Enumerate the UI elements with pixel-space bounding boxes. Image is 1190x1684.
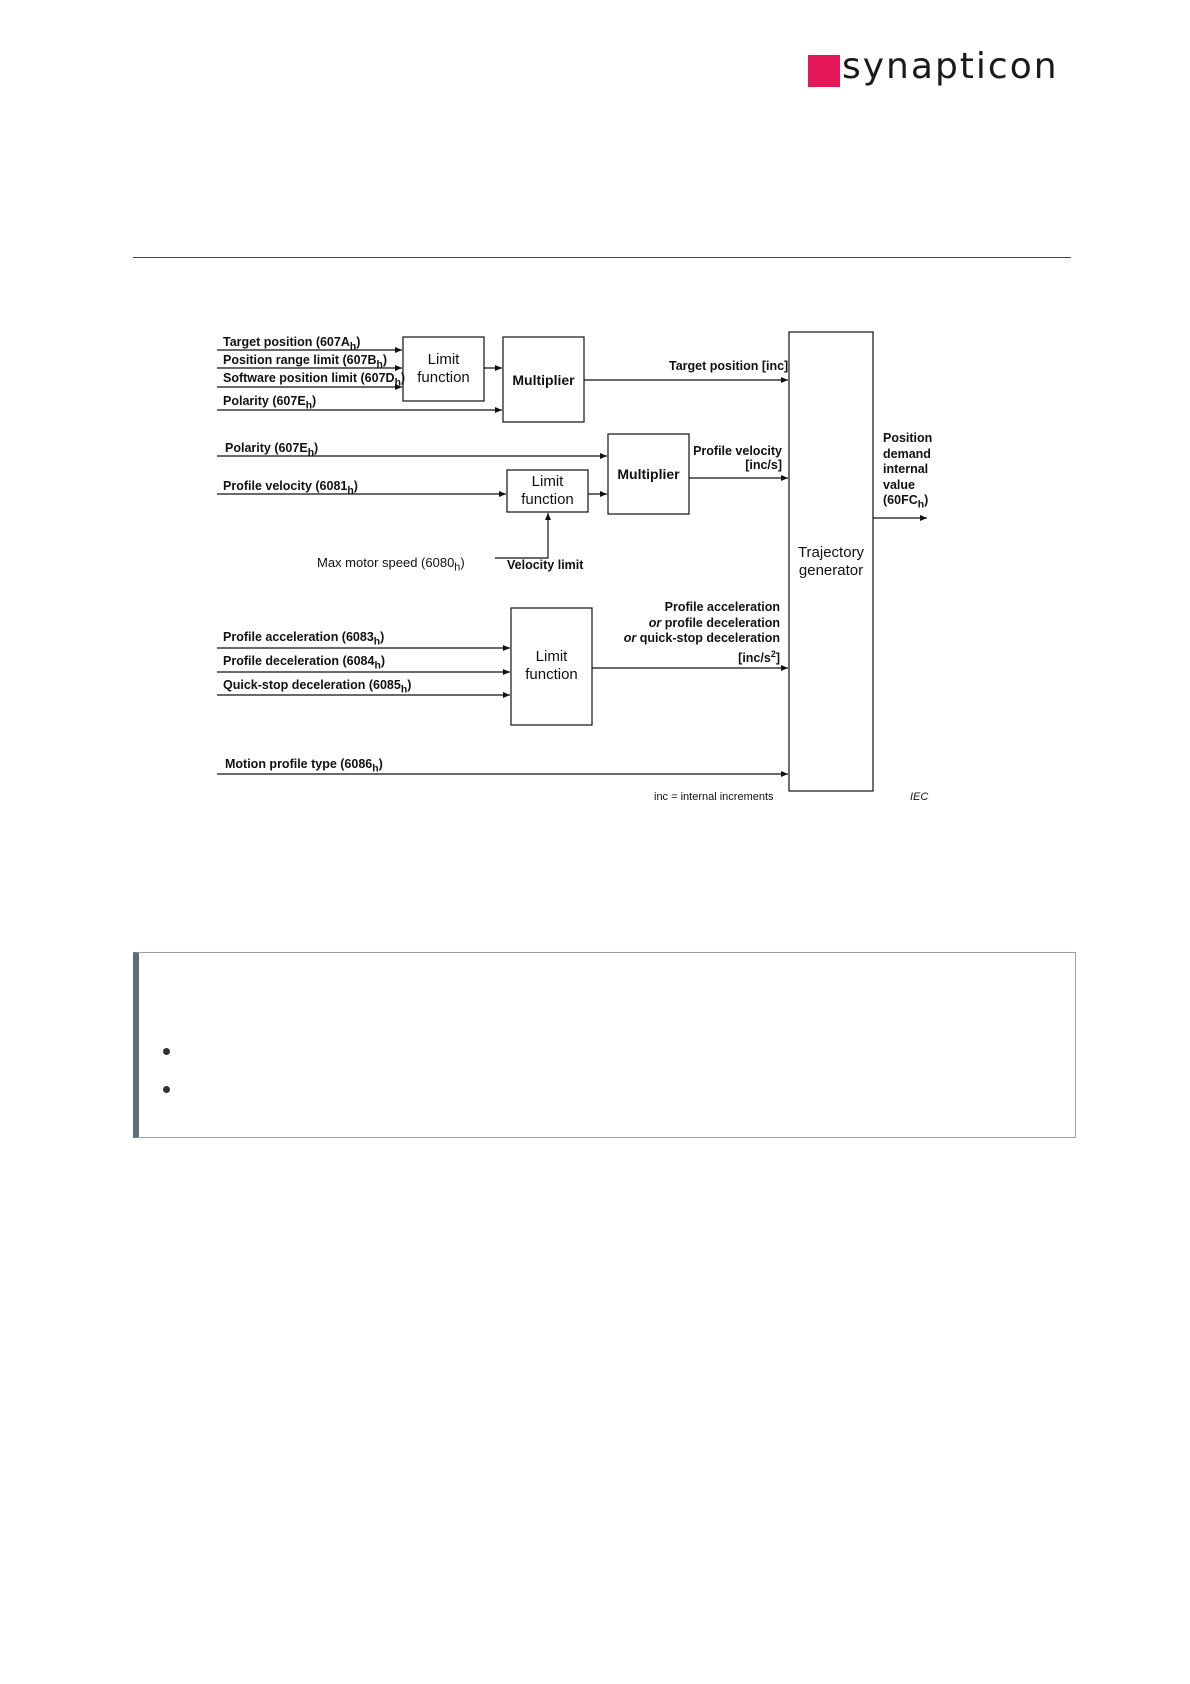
output-position-demand [883,431,932,513]
input-profile-deceleration: Profile deceleration $(6084_h)$ [223,654,385,672]
logo-mark [808,55,840,87]
signal-profile-velocity-line2: [inc/s] [745,458,782,472]
bullet-1 [163,1048,170,1055]
signal-velocity-limit: Velocity limit [507,558,584,572]
multiplier-1-label: Multiplier [512,372,575,388]
logo-text: synapticon [842,46,1059,87]
signal-target-position-inc: Target position [inc] [669,359,789,373]
position-control-block-diagram [190,318,950,818]
trajectory-generator-label: Trajectory generator [797,544,865,579]
input-position-range-limit: Position range limit $(607B_h)$ [223,353,388,371]
input-profile-velocity: Profile velocity $(6081_h)$ [223,479,358,497]
input-quick-stop-deceleration: Quick-stop deceleration $(6085_h)$ [223,678,412,696]
synapticon-logo [808,46,1070,89]
input-profile-acceleration: Profile acceleration $(6083_h)$ [223,630,385,648]
signal-accel-line4: $[inc/s^2]$ [738,648,780,665]
bullet-2 [163,1086,170,1093]
source-iec: IEC [910,791,929,803]
multiplier-2-label: Multiplier [617,466,680,482]
limit-function-2-label: Limit function [521,473,574,508]
signal-accel-line1: Profile acceleration [664,600,780,614]
input-software-position-limit: Software position limit $(607D_h)$ [223,371,406,389]
output-line3: internal [883,462,929,476]
output-line4: value [883,477,915,492]
limit-function-1-label: Limit function [417,351,470,386]
note-box [133,952,1076,1138]
signal-profile-velocity-line1: Profile velocity [693,444,782,458]
output-line2: demand [883,446,931,461]
signal-profile-velocity [690,444,782,472]
input-polarity-2: Polarity $(607E_h)$ [225,441,319,459]
signal-accel-line3: or quick-stop deceleration [623,631,780,645]
header-divider [133,257,1071,258]
footnote-inc: inc = internal increments [654,791,774,803]
signal-acceleration [600,600,780,666]
input-max-motor-speed: Max motor speed $(6080_h)$ [317,555,465,574]
input-motion-profile-type: Motion profile type $(6086_h)$ [225,757,383,775]
output-line1: Position [883,431,933,445]
signal-accel-line2: or profile deceleration [648,615,780,630]
output-line5: $(60FC_h)$ [883,493,929,511]
input-target-position: Target position $(607A_h)$ [223,335,361,353]
limit-function-3-label: Limit function [525,648,578,683]
input-polarity-1: Polarity $(607E_h)$ [223,394,317,412]
